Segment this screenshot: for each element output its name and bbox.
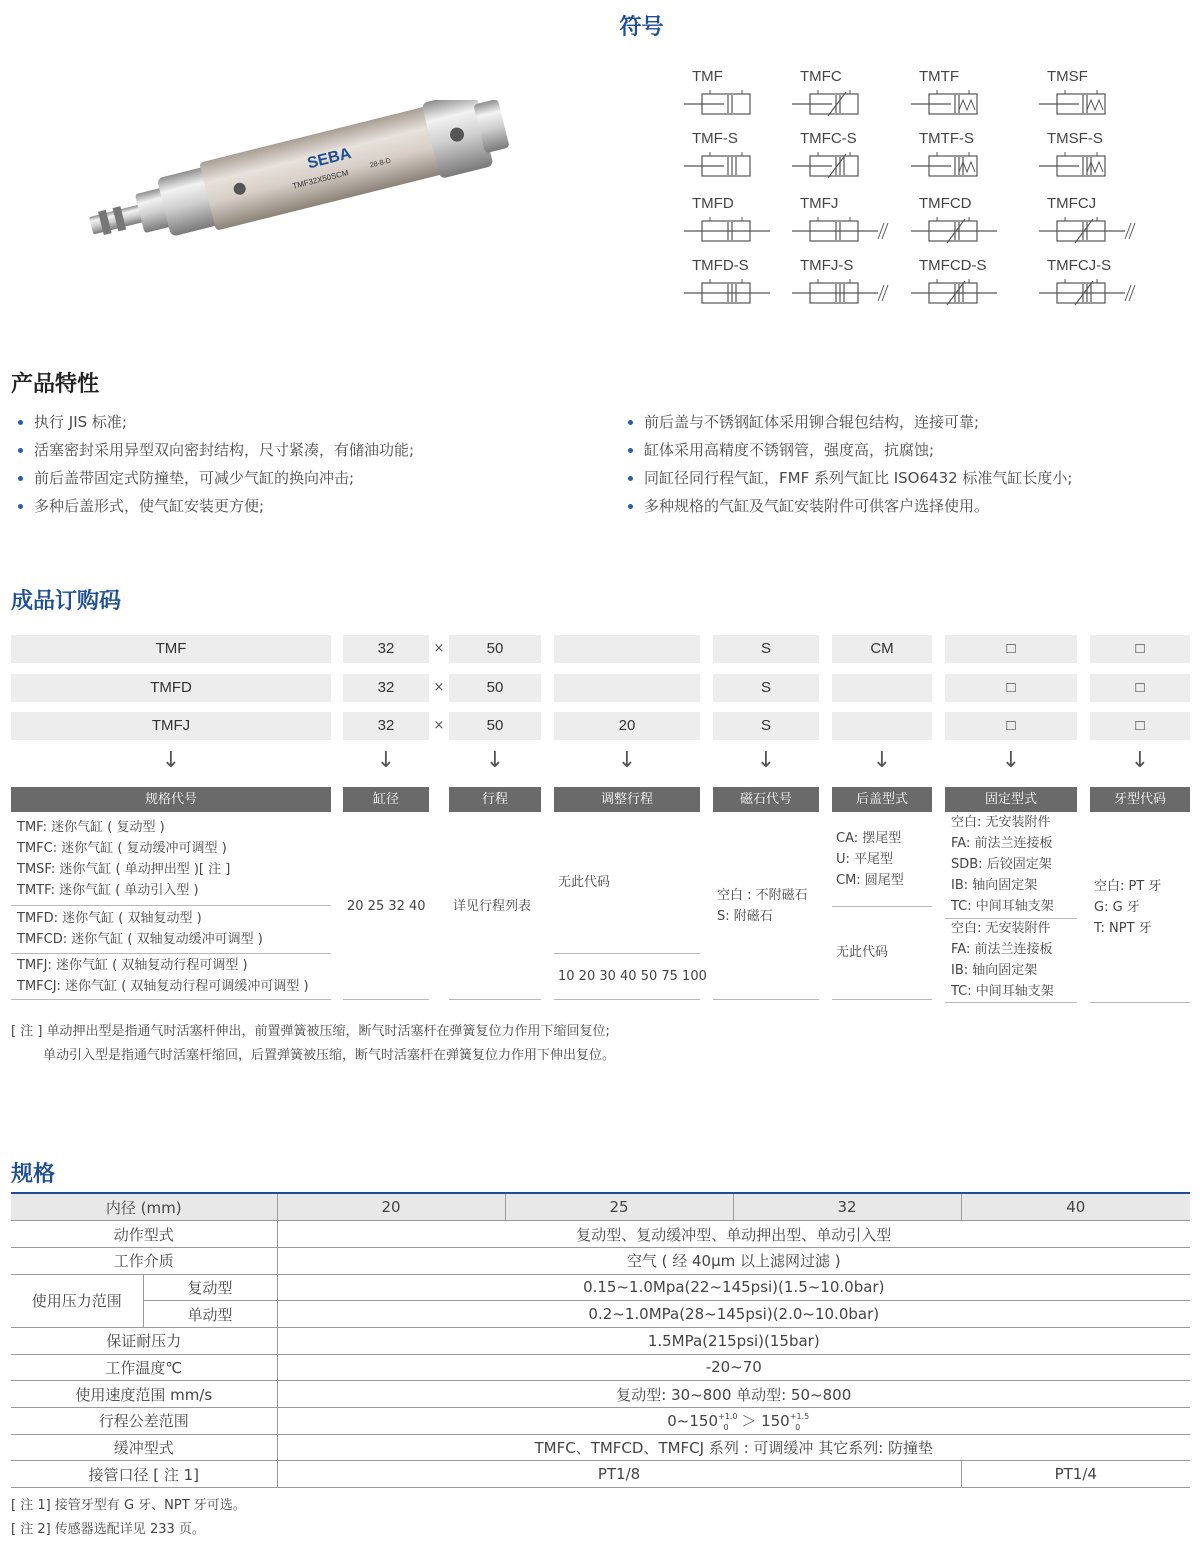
- header-stroke: 行程: [449, 787, 541, 812]
- feature-item: 活塞密封采用异型双向密封结构，尺寸紧凑，有储油功能;: [12, 436, 414, 464]
- order-bore-cell: 32: [343, 635, 429, 663]
- times-sign: ×: [433, 680, 445, 695]
- divider: [554, 999, 700, 1000]
- order-magnet-cell: S: [713, 635, 819, 663]
- spec-row: [11, 1221, 1190, 1248]
- mount-description: 空白: 无安装附件: [951, 815, 1051, 830]
- model-description-group: [17, 817, 230, 901]
- order-thread-cell: □: [1090, 712, 1190, 740]
- symbols-title: 符号: [619, 15, 664, 40]
- spec-label: 工作温度℃: [11, 1354, 277, 1381]
- mount-description: TC: 中间耳轴支架: [951, 984, 1054, 999]
- symbol-tmfd-s: [684, 257, 794, 315]
- spec-sublabel: 单动型: [143, 1301, 277, 1328]
- spec-label: 行程公差范围: [11, 1408, 277, 1435]
- tolerance-lower: 0: [795, 1422, 801, 1432]
- order-note: [ 注 ] 单动押出型是指通气时活塞杆伸出，前置弹簧被压缩，断气时活塞杆在弹簧复位力作用下缩回复位;: [11, 1024, 610, 1039]
- tolerance-lower: 0: [723, 1422, 729, 1432]
- order-rear-cell: [832, 674, 932, 702]
- divider: [11, 999, 331, 1000]
- divider: [449, 999, 541, 1000]
- tolerance-range: 0~150: [667, 1411, 719, 1430]
- spec-bore: 20: [277, 1194, 505, 1221]
- header-magnet-code: 磁石代号: [713, 787, 819, 812]
- spec-row: [11, 1354, 1190, 1381]
- spec-value: [277, 1408, 1190, 1435]
- tolerance-upper: +1.0: [718, 1411, 738, 1421]
- spec-value: PT1/8: [277, 1461, 961, 1488]
- symbol-tmfc-s: [792, 130, 902, 188]
- cylinder-symbol-icon: [1039, 277, 1149, 311]
- spec-note: [ 注 2] 传感器选配详见 233 页。: [11, 1522, 205, 1537]
- symbol-tmfcj: [1039, 195, 1149, 253]
- spec-table: [11, 1194, 1190, 1488]
- mount-description-group: [951, 918, 1054, 1002]
- magnet-description-group: [717, 885, 808, 927]
- mount-description: SDB: 后铰固定架: [951, 857, 1052, 872]
- model-description: TMSF: 迷你气缸 ( 单动押出型 )[ 注 ]: [17, 862, 231, 877]
- times-sign: ×: [433, 718, 445, 733]
- down-arrow-icon: ↓: [617, 748, 637, 773]
- spec-row: [11, 1327, 1190, 1354]
- mount-description-group: [951, 812, 1054, 917]
- cylinder-symbol-icon: [684, 150, 794, 184]
- symbol-label: TMSF: [1047, 68, 1088, 85]
- header-rear-cover: 后盖型式: [832, 787, 932, 812]
- stroke-options: 详见行程列表: [453, 899, 532, 914]
- product-photo: [80, 100, 510, 250]
- spec-label: 缓冲型式: [11, 1434, 277, 1461]
- symbol-label: TMTF: [919, 68, 959, 85]
- order-model-cell: TMFJ: [11, 712, 331, 740]
- order-code-title: 成品订购码: [11, 589, 122, 614]
- header-thread-code: 牙型代码: [1090, 787, 1190, 812]
- cylinder-symbol-icon: [1039, 215, 1149, 249]
- down-arrow-icon: ↓: [161, 748, 181, 773]
- spec-note: [ 注 1] 接管牙型有 G 牙、NPT 牙可选。: [11, 1498, 246, 1513]
- spec-value: -20~70: [277, 1354, 1190, 1381]
- symbol-label: TMFC-S: [800, 130, 857, 147]
- down-arrow-icon: ↓: [1001, 748, 1021, 773]
- symbol-tmfc: [792, 68, 902, 126]
- spec-row: [11, 1461, 1190, 1488]
- symbol-label: TMFD: [692, 195, 734, 212]
- cylinder-symbol-icon: [684, 277, 794, 311]
- symbol-tmf-s: [684, 130, 794, 188]
- symbol-label: TMF-S: [692, 130, 738, 147]
- down-arrow-icon: ↓: [376, 748, 396, 773]
- adjust-stroke-none: 无此代码: [558, 875, 611, 890]
- spec-row: [11, 1381, 1190, 1408]
- rear-description: CM: 圆尾型: [836, 873, 904, 888]
- tolerance-upper: +1.5: [789, 1411, 810, 1421]
- feature-item: 同缸径同行程气缸，FMF 系列气缸比 ISO6432 标准气缸长度小;: [622, 464, 1072, 492]
- symbol-tmfj-s: [792, 257, 902, 315]
- thread-description: G: G 牙: [1094, 900, 1140, 915]
- symbol-tmfcd-s: [911, 257, 1021, 315]
- order-note: 单动引入型是指通气时活塞杆缩回，后置弹簧被压缩，断气时活塞杆在弹簧复位力作用下伸出复位。: [43, 1048, 616, 1063]
- spec-bore: 32: [733, 1194, 961, 1221]
- symbol-label: TMFJ: [800, 195, 839, 212]
- order-mount-cell: □: [945, 712, 1077, 740]
- spec-row: [11, 1408, 1190, 1435]
- order-mount-cell: □: [945, 674, 1077, 702]
- symbol-label: TMFCD-S: [919, 257, 987, 274]
- spec-sublabel: 复动型: [143, 1274, 277, 1301]
- cylinder-symbol-icon: [911, 215, 1021, 249]
- spec-label: 使用速度范围 mm/s: [11, 1381, 277, 1408]
- order-rear-cell: [832, 712, 932, 740]
- order-thread-cell: □: [1090, 635, 1190, 663]
- spec-label: 接管口径 [ 注 1]: [11, 1461, 277, 1488]
- model-description: TMFCD: 迷你气缸 ( 双轴复动缓冲可调型 ): [17, 932, 263, 947]
- header-model-code: 规格代号: [11, 787, 331, 812]
- down-arrow-icon: ↓: [872, 748, 892, 773]
- bore-options: 20 25 32 40: [347, 899, 426, 914]
- cylinder-symbol-icon: [792, 88, 902, 122]
- model-description-group: [17, 955, 309, 997]
- symbol-label: TMFCJ-S: [1047, 257, 1112, 274]
- rear-description: CA: 摆尾型: [836, 831, 902, 846]
- symbol-tmfcj-s: [1039, 257, 1149, 315]
- order-mount-cell: □: [945, 635, 1077, 663]
- mount-description: TC: 中间耳轴支架: [951, 899, 1054, 914]
- divider: [832, 906, 932, 907]
- symbol-tmf: [684, 68, 794, 126]
- spec-row: [11, 1274, 1190, 1301]
- order-adjust-cell: [554, 674, 700, 702]
- spec-row: [11, 1434, 1190, 1461]
- symbol-label: TMFD-S: [692, 257, 749, 274]
- date-engraving: 28-8-D: [369, 157, 392, 170]
- spec-row: [11, 1247, 1190, 1274]
- cylinder-symbol-icon: [911, 277, 1021, 311]
- spec-bore: 25: [505, 1194, 733, 1221]
- spec-title: 规格: [11, 1162, 56, 1187]
- spec-label: 保证耐压力: [11, 1327, 277, 1354]
- divider: [343, 999, 429, 1000]
- mount-description: IB: 轴向固定架: [951, 878, 1038, 893]
- spec-value: TMFC、TMFCD、TMFCJ 系列 : 可调缓冲 其它系列: 防撞垫: [277, 1434, 1190, 1461]
- cylinder-symbol-icon: [684, 88, 794, 122]
- symbol-tmsf: [1039, 68, 1149, 126]
- adjust-stroke-options: 10 20 30 40 50 75 100: [558, 969, 707, 984]
- cylinder-symbol-icon: [911, 88, 1021, 122]
- symbol-tmsf-s: [1039, 130, 1149, 188]
- order-magnet-cell: S: [713, 712, 819, 740]
- symbol-label: TMFC: [800, 68, 842, 85]
- rear-none: 无此代码: [836, 945, 889, 960]
- model-description: TMF: 迷你气缸 ( 复动型 ): [17, 820, 165, 835]
- cylinder-symbol-icon: [684, 215, 794, 249]
- spec-value: 空气 ( 经 40μm 以上滤网过滤 ): [277, 1247, 1190, 1274]
- spec-value: PT1/4: [961, 1461, 1190, 1488]
- order-stroke-cell: 50: [449, 635, 541, 663]
- order-bore-cell: 32: [343, 712, 429, 740]
- mount-description: FA: 前法兰连接板: [951, 836, 1053, 851]
- mount-description: FA: 前法兰连接板: [951, 942, 1053, 957]
- cylinder-symbol-icon: [792, 277, 902, 311]
- tolerance-range: ＞ 150: [741, 1411, 790, 1430]
- header-mount-type: 固定型式: [945, 787, 1077, 812]
- spec-header-row: [11, 1194, 1190, 1221]
- cylinder-symbol-icon: [792, 150, 902, 184]
- cylinder-symbol-icon: [911, 150, 1021, 184]
- spec-value: 0.2~1.0MPa(28~145psi)(2.0~10.0bar): [277, 1301, 1190, 1328]
- times-sign: ×: [433, 641, 445, 656]
- spec-value: 复动型、复动缓冲型、单动押出型、单动引入型: [277, 1221, 1190, 1248]
- symbol-tmtf-s: [911, 130, 1021, 188]
- spec-label: 动作型式: [11, 1221, 277, 1248]
- mount-description: IB: 轴向固定架: [951, 963, 1038, 978]
- features-right-list: [622, 408, 1072, 520]
- spec-bore: 40: [961, 1194, 1190, 1221]
- model-description: TMFJ: 迷你气缸 ( 双轴复动行程可调型 ): [17, 958, 248, 973]
- symbol-tmfd: [684, 195, 794, 253]
- model-description: TMFC: 迷你气缸 ( 复动缓冲可调型 ): [17, 841, 227, 856]
- rear-description-group: [836, 828, 904, 891]
- model-description: TMFD: 迷你气缸 ( 双轴复动型 ): [17, 911, 202, 926]
- down-arrow-icon: ↓: [1130, 748, 1150, 773]
- symbol-label: TMSF-S: [1047, 130, 1103, 147]
- spec-value: 0.15~1.0Mpa(22~145psi)(1.5~10.0bar): [277, 1274, 1190, 1301]
- order-stroke-cell: 50: [449, 674, 541, 702]
- order-model-cell: TMFD: [11, 674, 331, 702]
- spec-label: 内径 (mm): [11, 1194, 277, 1221]
- rear-description: U: 平尾型: [836, 852, 894, 867]
- cylinder-symbol-icon: [792, 215, 902, 249]
- divider: [945, 1002, 1077, 1003]
- symbol-tmfj: [792, 195, 902, 253]
- symbol-label: TMFCJ: [1047, 195, 1097, 212]
- divider: [1090, 1002, 1190, 1003]
- model-description-group: [17, 908, 263, 950]
- feature-item: 多种规格的气缸及气缸安装附件可供客户选择使用。: [622, 492, 1072, 520]
- order-magnet-cell: S: [713, 674, 819, 702]
- brand-logo: SEBA: [305, 145, 353, 173]
- symbol-tmtf: [911, 68, 1021, 126]
- cylinder-symbol-icon: [1039, 88, 1149, 122]
- symbol-label: TMFCD: [919, 195, 972, 212]
- model-engraving: TMF32X50SCM: [291, 168, 350, 191]
- thread-description-group: [1094, 876, 1161, 939]
- features-left-list: [12, 408, 414, 520]
- thread-description: T: NPT 牙: [1094, 921, 1152, 936]
- header-bore: 缸径: [343, 787, 429, 812]
- thread-description: 空白: PT 牙: [1094, 879, 1162, 894]
- spec-value: 复动型: 30~800 单动型: 50~800: [277, 1381, 1190, 1408]
- feature-item: 前后盖与不锈钢缸体采用铆合辊包结构，连接可靠;: [622, 408, 1072, 436]
- spec-row: [11, 1301, 1190, 1328]
- order-model-cell: TMF: [11, 635, 331, 663]
- symbol-tmfcd: [911, 195, 1021, 253]
- order-adjust-cell: 20: [554, 712, 700, 740]
- divider: [11, 953, 331, 954]
- symbol-label: TMTF-S: [919, 130, 974, 147]
- model-description: TMTF: 迷你气缸 ( 单动引入型 ): [17, 883, 199, 898]
- divider: [832, 999, 932, 1000]
- down-arrow-icon: ↓: [756, 748, 776, 773]
- order-bore-cell: 32: [343, 674, 429, 702]
- divider: [554, 953, 700, 954]
- header-adjust-stroke: 调整行程: [554, 787, 700, 812]
- cylinder-symbol-icon: [1039, 150, 1149, 184]
- divider: [713, 999, 819, 1000]
- feature-item: 缸体采用高精度不锈钢管，强度高，抗腐蚀;: [622, 436, 1072, 464]
- spec-label: 使用压力范围: [11, 1274, 143, 1327]
- order-adjust-cell: [554, 635, 700, 663]
- magnet-description: 空白 : 不附磁石: [717, 888, 808, 903]
- spec-label: 工作介质: [11, 1247, 277, 1274]
- symbol-label: TMF: [692, 68, 723, 85]
- spec-value: 1.5MPa(215psi)(15bar): [277, 1327, 1190, 1354]
- order-rear-cell: CM: [832, 635, 932, 663]
- magnet-description: S: 附磁石: [717, 909, 773, 924]
- down-arrow-icon: ↓: [485, 748, 505, 773]
- order-stroke-cell: 50: [449, 712, 541, 740]
- divider: [11, 905, 331, 906]
- model-description: TMFCJ: 迷你气缸 ( 双轴复动行程可调缓冲可调型 ): [17, 979, 309, 994]
- feature-item: 多种后盖形式，使气缸安装更方便;: [12, 492, 414, 520]
- order-thread-cell: □: [1090, 674, 1190, 702]
- features-title: 产品特性: [11, 372, 100, 397]
- mount-description: 空白: 无安装附件: [951, 921, 1051, 936]
- feature-item: 前后盖带固定式防撞垫，可减少气缸的换向冲击;: [12, 464, 414, 492]
- feature-item: 执行 JIS 标准;: [12, 408, 414, 436]
- symbol-label: TMFJ-S: [800, 257, 854, 274]
